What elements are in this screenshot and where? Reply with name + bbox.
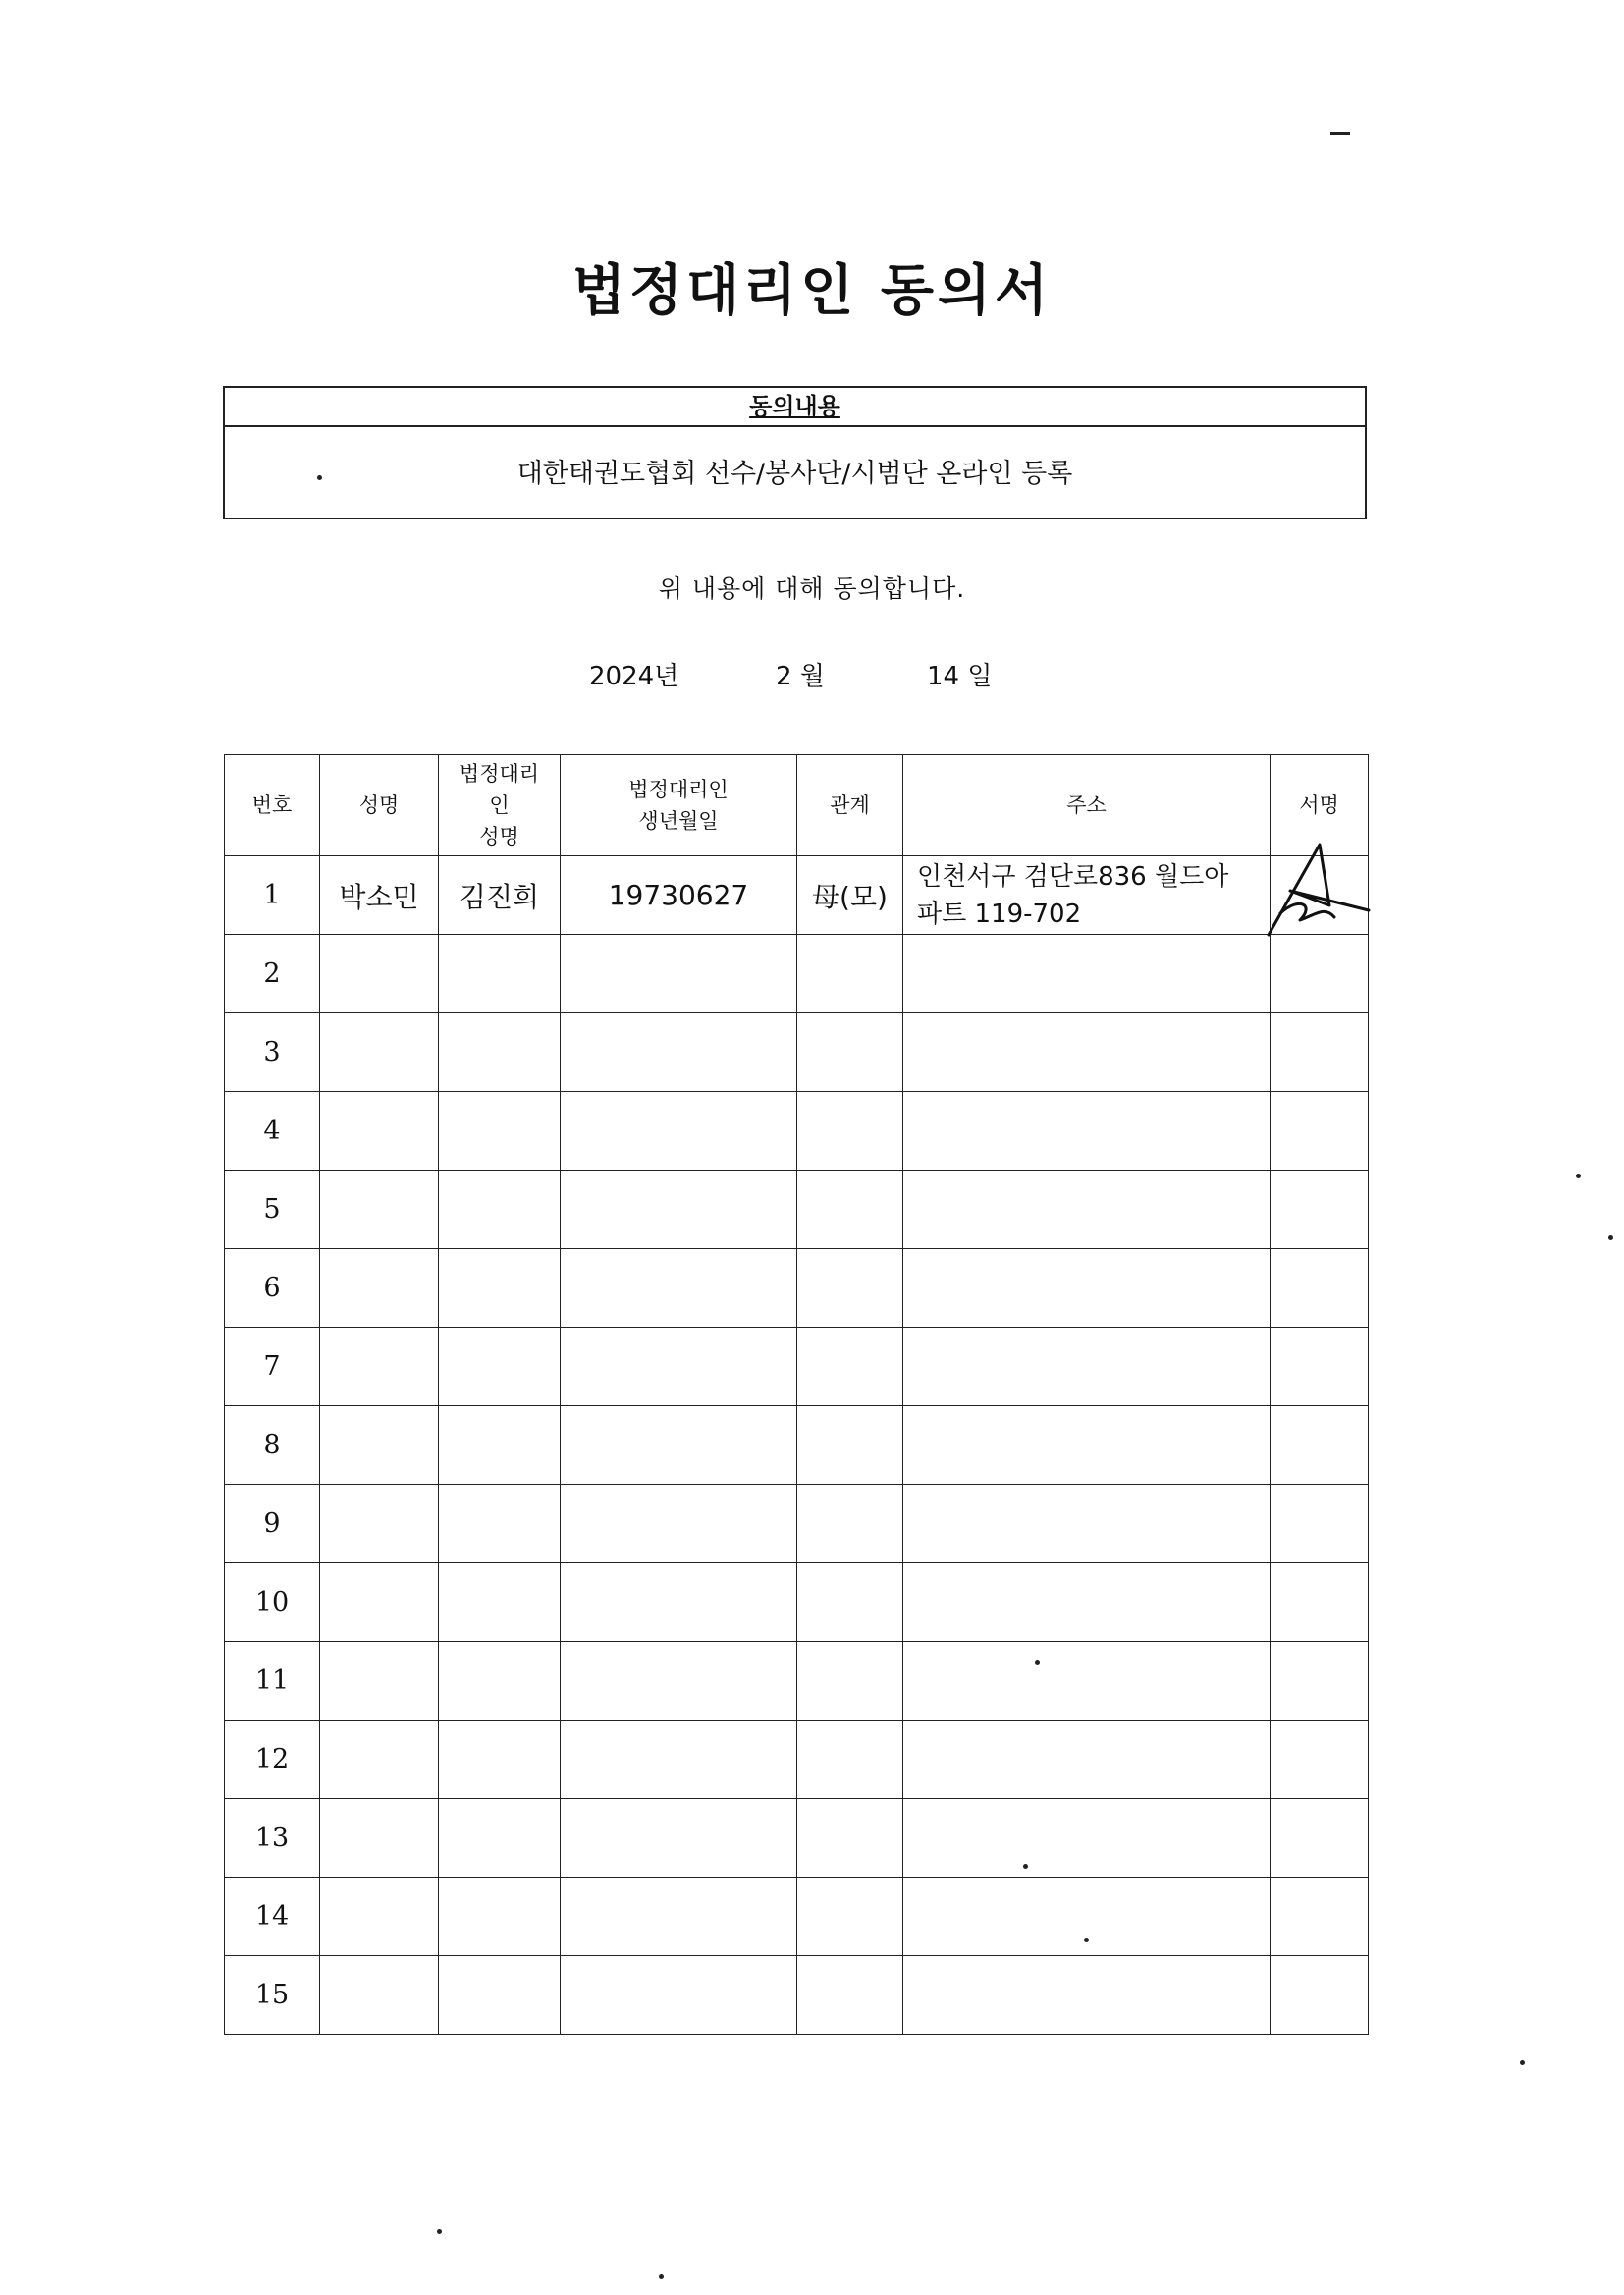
date-day: 14 일 xyxy=(927,662,993,691)
header-number: 번호 xyxy=(225,755,320,856)
cell-guardian-name xyxy=(439,1956,561,2035)
cell-name xyxy=(320,1799,439,1878)
cell-signature xyxy=(1271,1642,1369,1721)
address-line: 인천서구 검단로836 월드아 xyxy=(917,861,1229,892)
cell-address xyxy=(903,1013,1271,1092)
cell-number: 11 xyxy=(225,1642,320,1721)
cell-relation xyxy=(797,1485,903,1563)
table-row xyxy=(225,1328,1369,1406)
cell-relation xyxy=(797,1328,903,1406)
cell-guardian-birth xyxy=(561,1249,797,1328)
cell-guardian-birth xyxy=(561,1956,797,2035)
table-row xyxy=(225,1642,1369,1721)
cell-relation xyxy=(797,1956,903,2035)
cell-name xyxy=(320,1563,439,1642)
cell-address xyxy=(903,1799,1271,1878)
date-month: 2 월 xyxy=(776,662,825,691)
cell-name xyxy=(320,1642,439,1721)
cell-name xyxy=(320,1485,439,1563)
date-year: 2024년 xyxy=(589,662,679,691)
cell-signature xyxy=(1271,1406,1369,1485)
cell-name xyxy=(320,1013,439,1092)
cell-relation xyxy=(797,1013,903,1092)
header-relation: 관계 xyxy=(797,755,903,856)
cell-name: 박소민 xyxy=(320,856,439,935)
cell-signature xyxy=(1271,1171,1369,1249)
table-header-row xyxy=(225,755,1369,856)
cell-signature xyxy=(1271,1485,1369,1563)
cell-signature xyxy=(1271,1328,1369,1406)
header-guardian-birth: 법정대리인 생년월일 xyxy=(561,755,797,856)
cell-guardian-birth xyxy=(561,935,797,1013)
cell-number: 2 xyxy=(225,935,320,1013)
agree-statement: 위 내용에 대해 동의합니다. xyxy=(658,574,966,603)
cell-address xyxy=(903,935,1271,1013)
cell-relation xyxy=(797,1406,903,1485)
cell-signature xyxy=(1271,1956,1369,2035)
address-line: 파트 119-702 xyxy=(917,899,1082,929)
header-guardian-name: 법정대리 인 성명 xyxy=(439,755,561,856)
header-name: 성명 xyxy=(320,755,439,856)
cell-guardian-birth xyxy=(561,1328,797,1406)
cell-signature xyxy=(1271,1013,1369,1092)
guardian-table xyxy=(224,754,1369,2035)
cell-relation xyxy=(797,1249,903,1328)
cell-address xyxy=(903,1956,1271,2035)
cell-number: 12 xyxy=(225,1721,320,1799)
cell-guardian-name: 김진희 xyxy=(439,856,561,935)
cell-guardian-birth xyxy=(561,1485,797,1563)
cell-relation xyxy=(797,1092,903,1171)
cell-name xyxy=(320,1328,439,1406)
cell-signature xyxy=(1271,1799,1369,1878)
cell-address xyxy=(903,1406,1271,1485)
cell-guardian-name xyxy=(439,935,561,1013)
cell-number: 8 xyxy=(225,1406,320,1485)
cell-guardian-birth xyxy=(561,1563,797,1642)
cell-name xyxy=(320,1721,439,1799)
cell-address xyxy=(903,1092,1271,1171)
cell-guardian-birth xyxy=(561,1799,797,1878)
cell-signature xyxy=(1271,1721,1369,1799)
cell-name xyxy=(320,1171,439,1249)
cell-address xyxy=(903,1563,1271,1642)
cell-number: 3 xyxy=(225,1013,320,1092)
cell-name xyxy=(320,935,439,1013)
consent-box xyxy=(223,386,1367,519)
cell-number: 7 xyxy=(225,1328,320,1406)
cell-relation: 母(모) xyxy=(797,856,903,935)
cell-guardian-birth xyxy=(561,1013,797,1092)
cell-relation xyxy=(797,1721,903,1799)
cell-guardian-birth xyxy=(561,1878,797,1956)
cell-guardian-name xyxy=(439,1092,561,1171)
cell-guardian-birth xyxy=(561,1406,797,1485)
consent-body: 대한태권도협회 선수/봉사단/시범단 온라인 등록 xyxy=(516,459,1073,489)
cell-signature xyxy=(1271,1878,1369,1956)
table-row xyxy=(225,1485,1369,1563)
table-row xyxy=(225,1013,1369,1092)
header-address: 주소 xyxy=(903,755,1271,856)
table-row xyxy=(225,1799,1369,1878)
cell-number: 9 xyxy=(225,1485,320,1563)
cell-guardian-name xyxy=(439,1171,561,1249)
cell-signature xyxy=(1271,935,1369,1013)
cell-relation xyxy=(797,1878,903,1956)
cell-guardian-name xyxy=(439,1721,561,1799)
cell-signature xyxy=(1271,1563,1369,1642)
cell-signature xyxy=(1271,1092,1369,1171)
table-row xyxy=(225,1721,1369,1799)
table-row xyxy=(225,1171,1369,1249)
cell-relation xyxy=(797,1171,903,1249)
cell-guardian-name xyxy=(439,1013,561,1092)
cell-relation xyxy=(797,1799,903,1878)
table-row xyxy=(225,1249,1369,1328)
cell-address xyxy=(903,1249,1271,1328)
document-title: 법정대리인 동의서 xyxy=(571,259,1053,323)
table-row xyxy=(225,1956,1369,2035)
table-row xyxy=(225,1406,1369,1485)
table-row xyxy=(225,1563,1369,1642)
cell-guardian-birth xyxy=(561,1642,797,1721)
cell-guardian-name xyxy=(439,1406,561,1485)
cell-signature xyxy=(1271,856,1369,935)
cell-address xyxy=(903,1485,1271,1563)
cell-number: 1 xyxy=(225,856,320,935)
cell-number: 6 xyxy=(225,1249,320,1328)
table-row xyxy=(225,856,1369,935)
cell-guardian-birth xyxy=(561,1721,797,1799)
cell-name xyxy=(320,1092,439,1171)
cell-guardian-name xyxy=(439,1799,561,1878)
cell-relation xyxy=(797,935,903,1013)
cell-guardian-name xyxy=(439,1878,561,1956)
cell-address xyxy=(903,856,1271,935)
cell-number: 4 xyxy=(225,1092,320,1171)
cell-number: 13 xyxy=(225,1799,320,1878)
cell-address xyxy=(903,1328,1271,1406)
cell-number: 5 xyxy=(225,1171,320,1249)
cell-guardian-name xyxy=(439,1563,561,1642)
cell-name xyxy=(320,1956,439,2035)
cell-address xyxy=(903,1642,1271,1721)
cell-guardian-name xyxy=(439,1249,561,1328)
cell-name xyxy=(320,1406,439,1485)
cell-relation xyxy=(797,1642,903,1721)
cell-address xyxy=(903,1721,1271,1799)
cell-address xyxy=(903,1171,1271,1249)
cell-address xyxy=(903,1878,1271,1956)
cell-number: 10 xyxy=(225,1563,320,1642)
handwritten-signature xyxy=(1261,837,1379,945)
cell-name xyxy=(320,1249,439,1328)
table-row xyxy=(225,1878,1369,1956)
cell-signature xyxy=(1271,1249,1369,1328)
cell-guardian-birth: 19730627 xyxy=(561,856,797,935)
cell-relation xyxy=(797,1563,903,1642)
header-signature: 서명 xyxy=(1271,755,1369,856)
cell-guardian-birth xyxy=(561,1171,797,1249)
cell-guardian-birth xyxy=(561,1092,797,1171)
cell-guardian-name xyxy=(439,1328,561,1406)
cell-number: 15 xyxy=(225,1956,320,2035)
table-row xyxy=(225,1092,1369,1171)
cell-number: 14 xyxy=(225,1878,320,1956)
cell-guardian-name xyxy=(439,1642,561,1721)
table-row xyxy=(225,935,1369,1013)
cell-name xyxy=(320,1878,439,1956)
cell-guardian-name xyxy=(439,1485,561,1563)
consent-header: 동의내용 xyxy=(225,388,1365,427)
